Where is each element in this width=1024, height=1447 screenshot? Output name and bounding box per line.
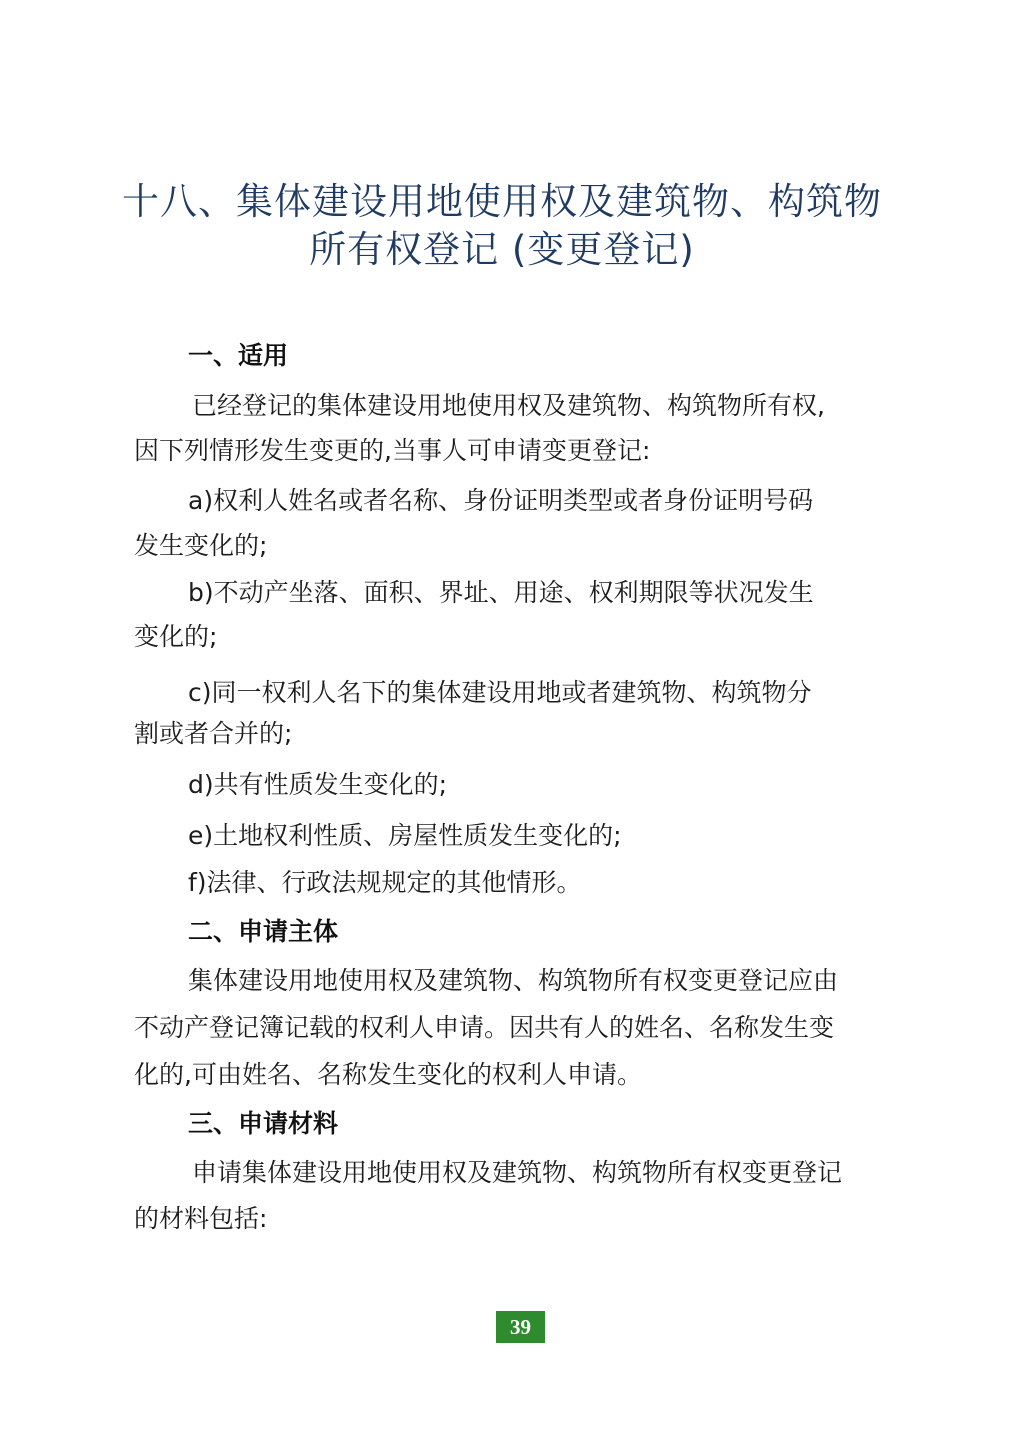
applicant-line-1: 集体建设用地使用权及建筑物、构筑物所有权变更登记应由 <box>188 966 839 995</box>
item-b-line-2: 变化的; <box>134 622 218 651</box>
page-title <box>0 178 1004 274</box>
applicant-line-3: 化的,可由姓名、名称发生变化的权利人申请。 <box>134 1060 642 1089</box>
section-heading-materials: 三、申请材料 <box>188 1109 339 1138</box>
title-line-2: 所有权登记 (变更登记) <box>309 228 695 271</box>
item-c-line-1: c)同一权利人名下的集体建设用地或者建筑物、构筑物分 <box>188 678 812 707</box>
section-heading-applicant: 二、申请主体 <box>188 917 339 946</box>
section-heading-applicability: 一、适用 <box>188 341 289 370</box>
item-c-line-2: 割或者合并的; <box>134 719 293 748</box>
item-e: e)土地权利性质、房屋性质发生变化的; <box>188 821 622 850</box>
item-a-line-1: a)权利人姓名或者名称、身份证明类型或者身份证明号码 <box>188 486 814 515</box>
item-a-line-2: 发生变化的; <box>134 531 268 560</box>
materials-line-1: 申请集体建设用地使用权及建筑物、构筑物所有权变更登记 <box>192 1158 843 1187</box>
item-b-line-1: b)不动产坐落、面积、界址、用途、权利期限等状况发生 <box>188 578 814 607</box>
intro-line-1: 已经登记的集体建设用地使用权及建筑物、构筑物所有权, <box>192 391 825 420</box>
materials-line-2: 的材料包括: <box>134 1204 268 1233</box>
item-f: f)法律、行政法规规定的其他情形。 <box>188 868 582 897</box>
item-d: d)共有性质发生变化的; <box>188 770 448 799</box>
applicant-line-2: 不动产登记簿记载的权利人申请。因共有人的姓名、名称发生变 <box>134 1013 835 1042</box>
title-line-1: 十八、集体建设用地使用权及建筑物、构筑物 <box>122 180 882 223</box>
page-number-badge: 39 <box>496 1311 545 1343</box>
intro-line-2: 因下列情形发生变更的,当事人可申请变更登记: <box>134 436 651 465</box>
